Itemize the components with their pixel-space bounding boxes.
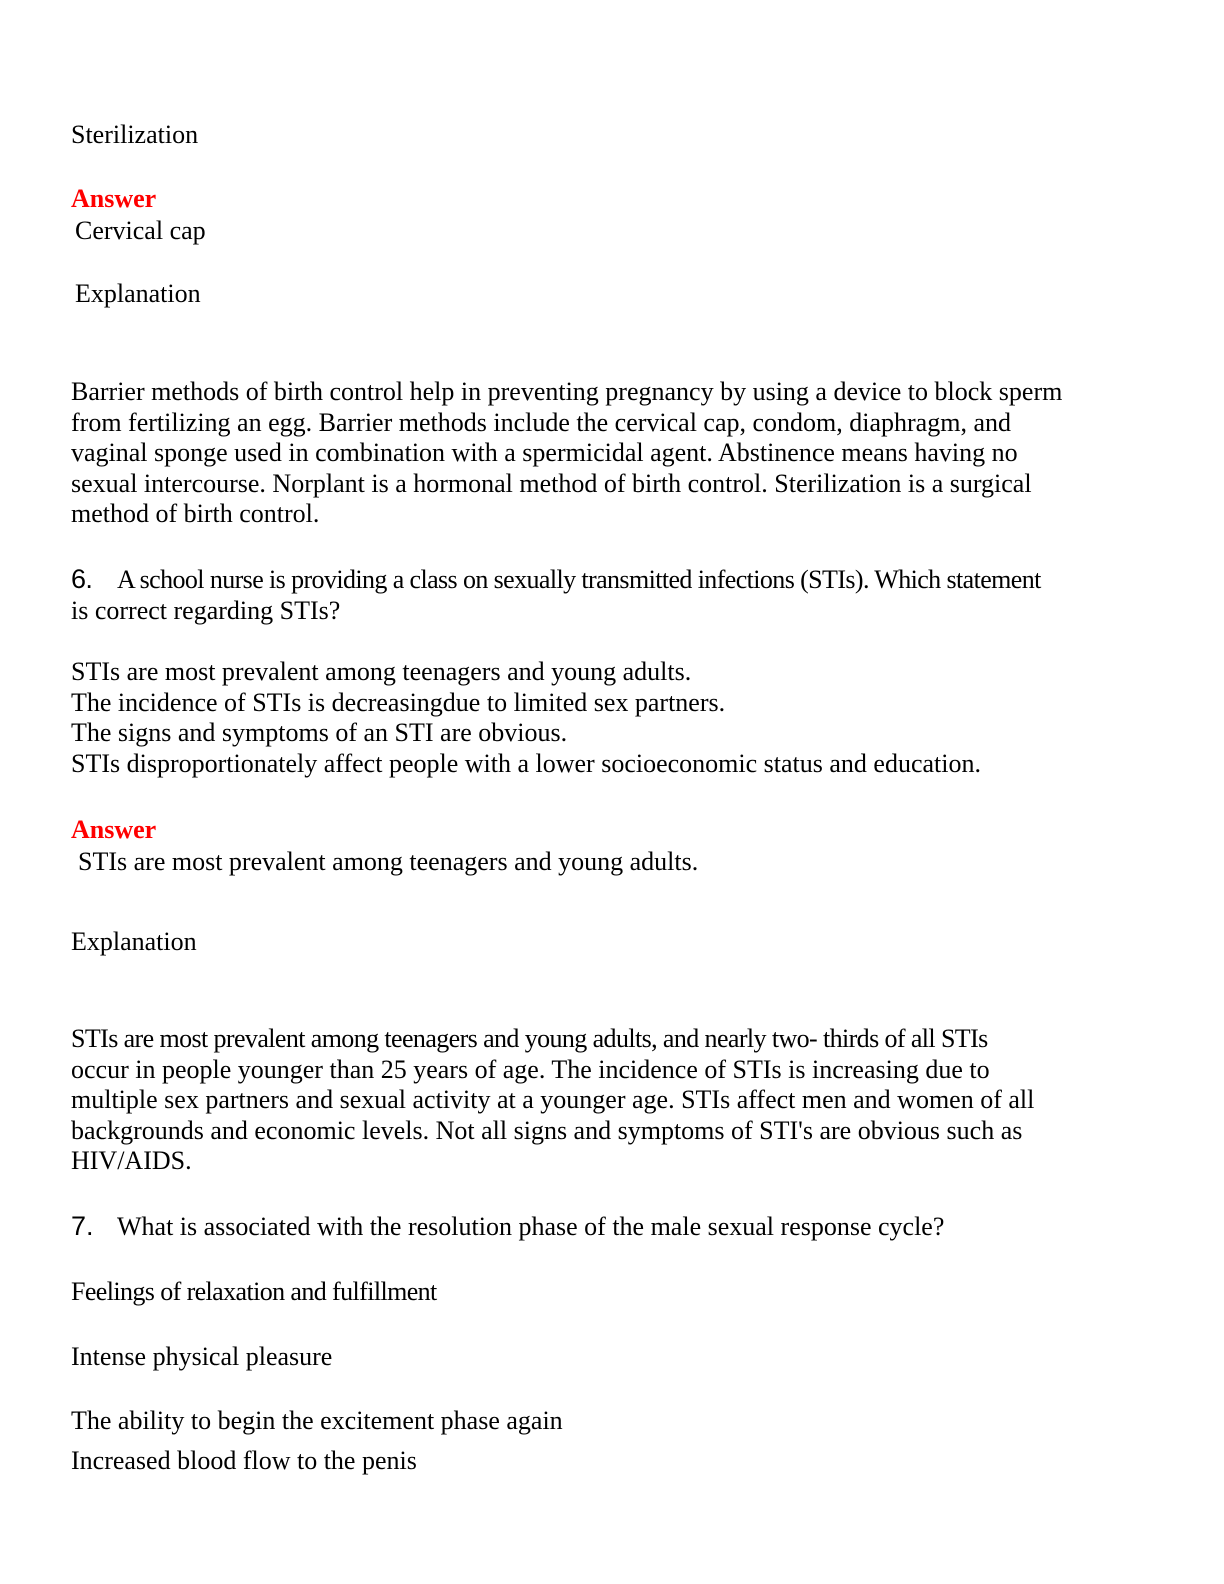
explanation-line: method of birth control. xyxy=(71,499,320,528)
question-6-text: A school nurse is providing a class on sexually transmitted infections (STIs). Which statement xyxy=(117,565,1041,594)
option: Feelings of relaxation and fulfillment xyxy=(71,1277,437,1306)
answer-text: Cervical cap xyxy=(75,216,206,245)
option: The incidence of STIs is decreasingdue to limited sex partners. xyxy=(71,687,726,717)
option: STIs are most prevalent among teenagers and young adults. xyxy=(71,657,692,686)
explanation-line: backgrounds and economic levels. Not all signs and symptoms of STI's are obvious such as xyxy=(71,1115,1023,1145)
option: STIs disproportionately affect people with a lower socioeconomic status and education. xyxy=(71,748,981,778)
explanation-line: Barrier methods of birth control help in preventing pregnancy by using a device to block sperm xyxy=(71,377,1063,406)
question-6-line: is correct regarding STIs? xyxy=(71,595,341,625)
explanation-label: Explanation xyxy=(71,927,197,956)
question-7 xyxy=(71,1211,944,1242)
question-6-line xyxy=(71,564,1161,596)
explanation-paragraph xyxy=(71,377,1161,530)
question-6 xyxy=(71,564,1161,626)
answer-text: STIs are most prevalent among teenagers and young adults. xyxy=(78,847,699,876)
option-sterilization: Sterilization xyxy=(71,120,199,149)
question-6-options xyxy=(71,657,1161,779)
option: Increased blood flow to the penis xyxy=(71,1446,417,1475)
explanation-line: multiple sex partners and sexual activity at a younger age. STIs affect men and women of all xyxy=(71,1085,1035,1114)
answer-label: Answer xyxy=(71,184,157,213)
explanation-line: STIs are most prevalent among teenagers and young adults, and nearly two- thirds of all STIs xyxy=(71,1024,988,1053)
option: The ability to begin the excitement phase again xyxy=(71,1406,563,1435)
explanation-line: from fertilizing an egg. Barrier methods include the cervical cap, condom, diaphragm, and xyxy=(71,407,1011,437)
question-7-text: What is associated with the resolution phase of the male sexual response cycle? xyxy=(117,1212,945,1241)
explanation-label: Explanation xyxy=(75,279,201,308)
explanation-line: sexual intercourse. Norplant is a hormonal method of birth control. Sterilization is a surgical xyxy=(71,468,1032,498)
option: Intense physical pleasure xyxy=(71,1342,333,1371)
explanation-paragraph xyxy=(71,1024,1161,1177)
question-number: 6. xyxy=(71,564,93,594)
question-number: 7. xyxy=(71,1211,94,1241)
explanation-line: HIV/AIDS. xyxy=(71,1146,192,1175)
explanation-line: occur in people younger than 25 years of age. The incidence of STIs is increasing due to xyxy=(71,1054,990,1084)
explanation-line: vaginal sponge used in combination with a spermicidal agent. Abstinence means having no xyxy=(71,438,1018,467)
answer-label: Answer xyxy=(71,815,157,844)
option: The signs and symptoms of an STI are obvious. xyxy=(71,718,568,747)
